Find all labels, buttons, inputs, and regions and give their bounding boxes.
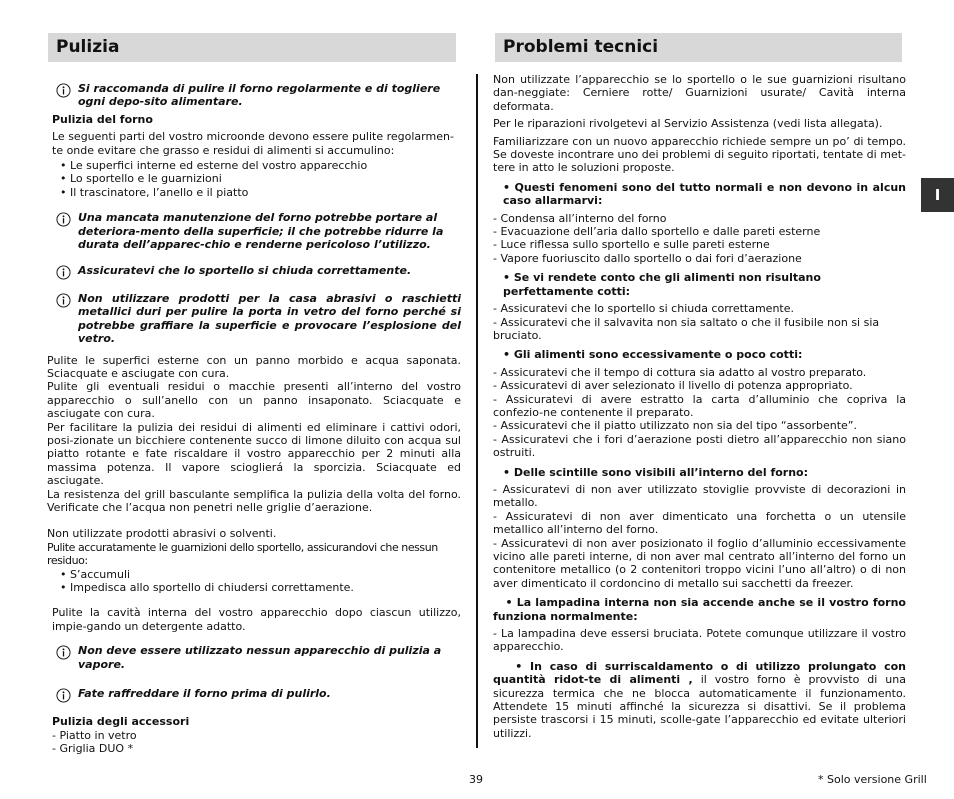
paragraph: Pulite gli eventuali residui o macchie presenti all’interno del vostro apparecchio o sull’anello con un panno insaponato. Sciacquate e asciugate con cura. [47, 380, 461, 421]
info-icon [56, 645, 71, 660]
problem-heading: • Questi fenomeni sono del tutto normali e non devono in alcun caso allarmarvi: [503, 180, 906, 208]
paragraph: Pulite accuratamente le guarnizioni dello sportello, assicurandovi che nessun residuo: [47, 540, 438, 568]
section-title-pulizia: Pulizia [48, 33, 456, 62]
paragraph: Per le riparazioni rivolgetevi al Servizio Assistenza (vedi lista allegata). [493, 117, 883, 131]
problem-heading [493, 596, 906, 623]
subheading: Pulizia degli accessori [52, 715, 190, 729]
problem-heading: • Gli alimenti sono eccessivamente o poco cotti: [503, 348, 803, 362]
footnote: * Solo versione Grill [818, 773, 927, 786]
list-item: • S’accumuli [60, 567, 131, 581]
cleaning-column [47, 82, 461, 756]
note-text: Non deve essere utilizzato nessun apparecchio di pulizia a vapore. [78, 644, 442, 671]
warning-note [52, 211, 461, 251]
paragraph: Familiarizzare con un nuovo apparecchio richiede sempre un po’ di tempo. Se doveste incontrare uno dei problemi di seguito riportati, tentate di met-tere in atto le soluzioni proposte. [493, 134, 906, 175]
note-text: Una mancata manutenzione del forno potrebbe portare al deteriora-mento della superficie; il che potrebbe ridurre la durata dell’apparec-chio e renderne pericoloso l’utilizzo. [78, 211, 444, 252]
list-item: • Il trascinatore, l’anello e il piatto [60, 185, 249, 199]
problem-heading-text: • La lampadina interna non sia accende anche se il vostro forno funziona normalmente: [493, 596, 906, 623]
paragraph: Non utilizzate l’apparecchio se lo sportello o le sue guarnizioni risultano dan-neggiate: Cerniere rotte/ Guarnizioni usurate/ Cavità interna deformata. [493, 73, 906, 113]
paragraph [493, 660, 906, 740]
problem-heading: • Delle scintille sono visibili all’interno del forno: [503, 465, 809, 479]
section-title-problemi-tecnici: Problemi tecnici [495, 33, 902, 62]
column-divider [476, 74, 478, 748]
subheading: Pulizia del forno [52, 112, 153, 126]
problem-heading-text: • In caso di surriscaldamento o di utilizzo prolungato con quantità ridot-te di alimenti , [493, 659, 907, 687]
list-item: - Assicuratevi di avere estratto la carta d’alluminio che copriva la confezio-ne contenente il preparato. [493, 392, 906, 419]
warning-note [52, 264, 461, 277]
list-item: - Condensa all’interno del forno [493, 211, 667, 225]
info-icon [56, 293, 71, 308]
list-item: • Lo sportello e le guarnizioni [60, 172, 222, 186]
list-item: - Assicuratevi che il tempo di cottura sia adatto al vostro preparato. [493, 365, 867, 379]
info-icon [56, 688, 71, 703]
info-icon [56, 265, 71, 280]
info-icon [56, 83, 71, 98]
list-item: - Griglia DUO * [52, 742, 134, 756]
language-tab: I [921, 178, 954, 212]
paragraph: Pulite le superfici esterne con un panno morbido e acqua saponata. Sciacquate e asciugate con cura. [47, 353, 461, 380]
list-item: - Assicuratevi di non aver dimenticato una forchetta o un utensile metallico all’interno del forno. [493, 509, 906, 537]
paragraph: Pulite la cavità interna del vostro apparecchio dopo ciascun utilizzo, impie-gando un detergente adatto. [52, 606, 461, 633]
paragraph: Non utilizzate prodotti abrasivi o solventi. [47, 527, 277, 541]
paragraph: La resistenza del grill basculante semplifica la pulizia della volta del forno. Verificate che l’acqua non penetri nelle griglie d’aerazione. [47, 487, 461, 514]
list-item: • Le superfici interne ed esterne del vostro apparecchio [60, 159, 368, 173]
warning-note [52, 644, 461, 671]
list-item: - Assicuratevi di non aver posizionato il foglio d’alluminio eccessivamente vicino alle pareti interne, di non aver mal centrato all’interno del forno un contenitore metallico (o 2 contenitori troppo vicini l’uno all’altro) o di non aver dimenticato il cordoncino di metallo sui sacchetti da freezer. [493, 536, 906, 590]
list-item: - Assicuratevi che i fori d’aerazione posti dietro all’apparecchio non siano ostruiti. [493, 432, 906, 460]
list-item: - Assicuratevi di aver selezionato il livello di potenza appropriato. [493, 379, 853, 393]
warning-note [52, 687, 461, 700]
list-item: - Vapore fuoriuscito dallo sportello o dai fori d’aerazione [493, 251, 802, 265]
solution-text: il vostro forno è provvisto di una sicurezza termica che ne blocca automaticamente il funzionamento. Attendete 15 minuti affinché la sicurezza si disattivi. Se il problema persiste trascorsi i 15 minuti, scolle-gate l’apparecchio ed evitate ulteriori utilizzi. [493, 673, 906, 740]
note-text: Fate raffreddare il forno prima di pulirlo. [78, 687, 331, 701]
paragraph: Le seguenti parti del vostro microonde devono essere pulite regolarmen-te onde evitare che grasso e residui di alimenti si accumulino: [52, 130, 454, 157]
list-item: - Evacuazione dell’aria dallo sportello e dalle pareti esterne [493, 225, 821, 239]
info-note [52, 82, 461, 109]
list-item: - Assicuratevi di non aver utilizzato stoviglie provviste di decorazioni in metallo. [493, 482, 906, 510]
warning-note [52, 292, 461, 346]
page-number: 39 [469, 773, 483, 786]
list-item: - Luce riflessa sullo sportello e sulle pareti esterne [493, 238, 770, 252]
paragraph: Per facilitare la pulizia dei residui di alimenti ed eliminare i cattivi odori, posi-zionate un bicchiere contenente succo di limone diluito con acqua sul piatto rotante e fate riscaldare il vostro apparecchio per 2 minuti alla massima potenza. Il vapore scioglierá la sporcizia. Sciacquate ed asciugate. [47, 420, 461, 488]
list-item: - Assicuratevi che il salvavita non sia saltato o che il fusibile non si sia bruciato. [493, 315, 880, 342]
list-item: - Piatto in vetro [52, 728, 137, 742]
note-text: Si raccomanda di pulire il forno regolarmente e di togliere ogni depo-sito alimentare. [78, 82, 441, 109]
list-item: - Assicuratevi che il piatto utilizzato non sia del tipo “assorbente”. [493, 419, 857, 433]
list-item: - Assicuratevi che lo sportello si chiuda correttamente. [493, 302, 794, 316]
list-item: - La lampadina deve essersi bruciata. Potete comunque utilizzare il vostro apparecchio. [493, 627, 906, 654]
note-text: Non utilizzare prodotti per la casa abrasivi o raschietti metallici duri per pulire la porta in vetro del forno perché si potrebbe graffiare la superficie e provocare l’esplosione del vetro. [78, 291, 461, 346]
note-text: Assicuratevi che lo sportello si chiuda correttamente. [78, 264, 412, 278]
problem-heading: • Se vi rendete conto che gli alimenti non risultano perfettamente cotti: [503, 271, 821, 298]
troubleshooting-column [493, 73, 906, 740]
info-icon [56, 212, 71, 227]
list-item: • Impedisca allo sportello di chiudersi correttamente. [60, 581, 354, 594]
